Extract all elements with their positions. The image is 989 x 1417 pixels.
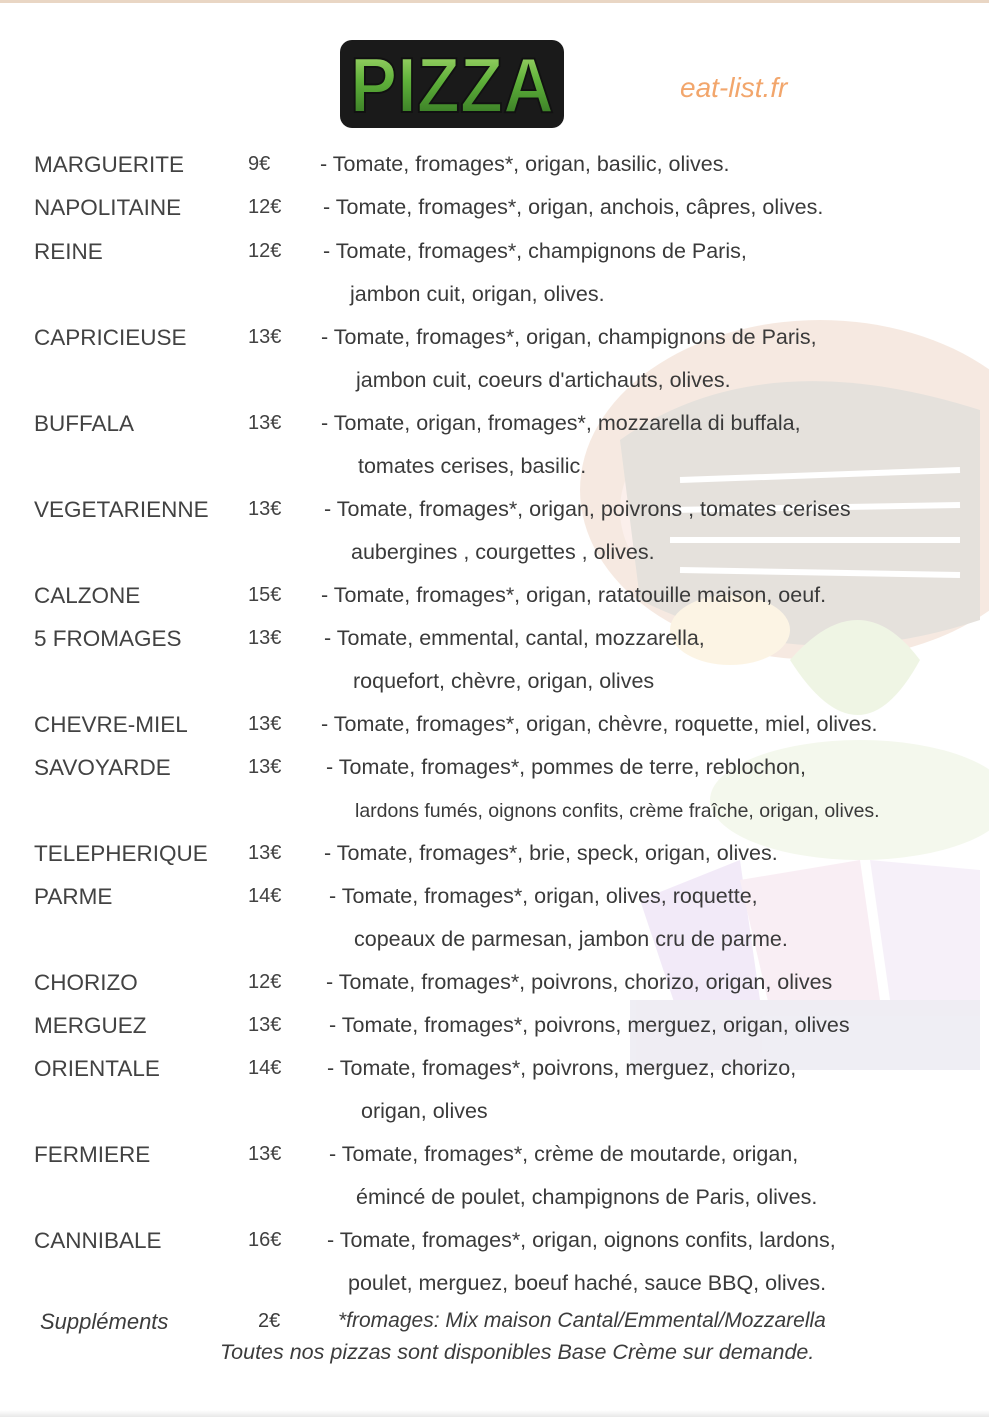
pizza-name: CAPRICIEUSE bbox=[34, 325, 187, 350]
pizza-price: 13€ bbox=[248, 498, 282, 520]
menu-item bbox=[0, 405, 989, 441]
pizza-price: 16€ bbox=[248, 1229, 282, 1251]
menu-item-continuation bbox=[0, 448, 989, 484]
site-watermark-text: eat-list.fr bbox=[680, 72, 788, 103]
pizza-name: MARGUERITE bbox=[34, 152, 185, 177]
menu-item-continuation bbox=[0, 1179, 989, 1215]
pizza-price: 14€ bbox=[248, 1057, 282, 1079]
menu-item-continuation bbox=[0, 276, 989, 312]
pizza-price: 13€ bbox=[248, 412, 282, 434]
menu-item bbox=[0, 146, 989, 182]
pizza-ingredients: origan, olives bbox=[361, 1099, 488, 1123]
pizza-ingredients: - Tomate, fromages*, origan, olives, roquette, bbox=[329, 884, 758, 908]
pizza-ingredients: - Tomate, fromages*, origan, basilic, olives. bbox=[320, 152, 730, 176]
menu-item bbox=[0, 706, 989, 742]
pizza-name: ORIENTALE bbox=[34, 1056, 160, 1081]
pizza-ingredients: - Tomate, fromages*, origan, oignons confits, lardons, bbox=[327, 1228, 836, 1252]
base-creme-note: Toutes nos pizzas sont disponibles Base Crème sur demande. bbox=[220, 1340, 815, 1364]
pizza-title: PIZZA bbox=[350, 41, 554, 129]
supplements-price: 2€ bbox=[258, 1310, 281, 1332]
menu-item-continuation bbox=[0, 1093, 989, 1129]
pizza-ingredients: poulet, merguez, boeuf haché, sauce BBQ, olives. bbox=[348, 1271, 827, 1295]
pizza-name: FERMIERE bbox=[34, 1142, 151, 1167]
pizza-ingredients: lardons fumés, oignons confits, crème fraîche, origan, olives. bbox=[355, 800, 880, 822]
menu-item bbox=[0, 964, 989, 1000]
pizza-price: 12€ bbox=[248, 196, 282, 218]
pizza-price: 13€ bbox=[248, 842, 282, 864]
pizza-ingredients: - Tomate, fromages*, origan, chèvre, roquette, miel, olives. bbox=[321, 712, 878, 736]
cheese-mix-note: *fromages: Mix maison Cantal/Emmental/Mozzarella bbox=[338, 1309, 826, 1332]
pizza-ingredients: copeaux de parmesan, jambon cru de parme. bbox=[354, 927, 788, 951]
page-bottom-edge bbox=[0, 1410, 989, 1417]
pizza-ingredients: - Tomate, fromages*, origan, poivrons , tomates cerises bbox=[324, 497, 851, 521]
pizza-ingredients: - Tomate, fromages*, champignons de Paris, bbox=[323, 239, 747, 263]
pizza-ingredients: émincé de poulet, champignons de Paris, olives. bbox=[356, 1185, 818, 1209]
pizza-price: 13€ bbox=[248, 326, 282, 348]
menu-item bbox=[0, 1222, 989, 1258]
menu-item bbox=[0, 491, 989, 527]
pizza-ingredients: - Tomate, fromages*, poivrons, chorizo, origan, olives bbox=[326, 970, 833, 994]
pizza-name: SAVOYARDE bbox=[34, 755, 171, 780]
pizza-ingredients: - Tomate, fromages*, origan, ratatouille maison, oeuf. bbox=[321, 583, 827, 607]
pizza-ingredients: - Tomate, origan, fromages*, mozzarella di buffala, bbox=[321, 411, 801, 435]
pizza-name: CHORIZO bbox=[34, 970, 138, 995]
pizza-name: VEGETARIENNE bbox=[34, 497, 209, 522]
pizza-ingredients: - Tomate, fromages*, crème de moutarde, origan, bbox=[329, 1142, 799, 1166]
menu-item-continuation bbox=[0, 921, 989, 957]
pizza-ingredients: - Tomate, fromages*, poivrons, merguez, origan, olives bbox=[329, 1013, 850, 1037]
menu-item bbox=[0, 319, 989, 355]
pizza-name: TELEPHERIQUE bbox=[34, 841, 208, 866]
pizza-name: CHEVRE-MIEL bbox=[34, 712, 188, 737]
menu-item bbox=[0, 1136, 989, 1172]
menu-item bbox=[0, 749, 989, 785]
pizza-price: 13€ bbox=[248, 756, 282, 778]
pizza-ingredients: aubergines , courgettes , olives. bbox=[351, 540, 655, 564]
pizza-name: PARME bbox=[34, 884, 113, 909]
pizza-ingredients: - Tomate, fromages*, origan, anchois, câpres, olives. bbox=[323, 195, 824, 219]
pizza-logo bbox=[336, 36, 568, 132]
menu-item bbox=[0, 620, 989, 656]
pizza-price: 13€ bbox=[248, 1014, 282, 1036]
pizza-ingredients: roquefort, chèvre, origan, olives bbox=[353, 669, 655, 693]
menu-item bbox=[0, 878, 989, 914]
menu-item bbox=[0, 189, 989, 225]
pizza-ingredients: - Tomate, fromages*, origan, champignons de Paris, bbox=[321, 325, 817, 349]
pizza-ingredients: jambon cuit, origan, olives. bbox=[350, 282, 605, 306]
pizza-ingredients: jambon cuit, coeurs d'artichauts, olives. bbox=[356, 368, 731, 392]
pizza-name: 5 FROMAGES bbox=[34, 626, 182, 651]
menu-item-continuation bbox=[0, 663, 989, 699]
pizza-price: 15€ bbox=[248, 584, 282, 606]
page-top-line bbox=[0, 0, 989, 3]
pizza-logo-art bbox=[336, 36, 568, 132]
menu-item-continuation bbox=[0, 792, 989, 828]
supplements-label: Suppléments bbox=[40, 1309, 169, 1334]
pizza-ingredients: - Tomate, fromages*, brie, speck, origan, olives. bbox=[324, 841, 778, 865]
pizza-price: 13€ bbox=[248, 713, 282, 735]
pizza-ingredients: - Tomate, fromages*, poivrons, merguez, chorizo, bbox=[327, 1056, 797, 1080]
menu-item-continuation bbox=[0, 1265, 989, 1301]
pizza-name: CANNIBALE bbox=[34, 1228, 162, 1253]
pizza-ingredients: - Tomate, emmental, cantal, mozzarella, bbox=[324, 626, 705, 650]
pizza-price: 9€ bbox=[248, 153, 271, 175]
pizza-price: 12€ bbox=[248, 240, 282, 262]
pizza-name: REINE bbox=[34, 239, 103, 264]
pizza-name: MERGUEZ bbox=[34, 1013, 147, 1038]
pizza-price: 14€ bbox=[248, 885, 282, 907]
menu-item-continuation bbox=[0, 534, 989, 570]
pizza-name: NAPOLITAINE bbox=[34, 195, 182, 220]
pizza-price: 13€ bbox=[248, 627, 282, 649]
menu-item bbox=[0, 1007, 989, 1043]
pizza-name: CALZONE bbox=[34, 583, 141, 608]
menu-item bbox=[0, 835, 989, 871]
menu-item-continuation bbox=[0, 362, 989, 398]
menu-item bbox=[0, 577, 989, 613]
pizza-name: BUFFALA bbox=[34, 411, 135, 436]
pizza-ingredients: - Tomate, fromages*, pommes de terre, reblochon, bbox=[326, 755, 806, 779]
menu-item bbox=[0, 233, 989, 269]
pizza-price: 12€ bbox=[248, 971, 282, 993]
pizza-price: 13€ bbox=[248, 1143, 282, 1165]
menu-item bbox=[0, 1050, 989, 1086]
pizza-ingredients: tomates cerises, basilic. bbox=[358, 454, 587, 478]
